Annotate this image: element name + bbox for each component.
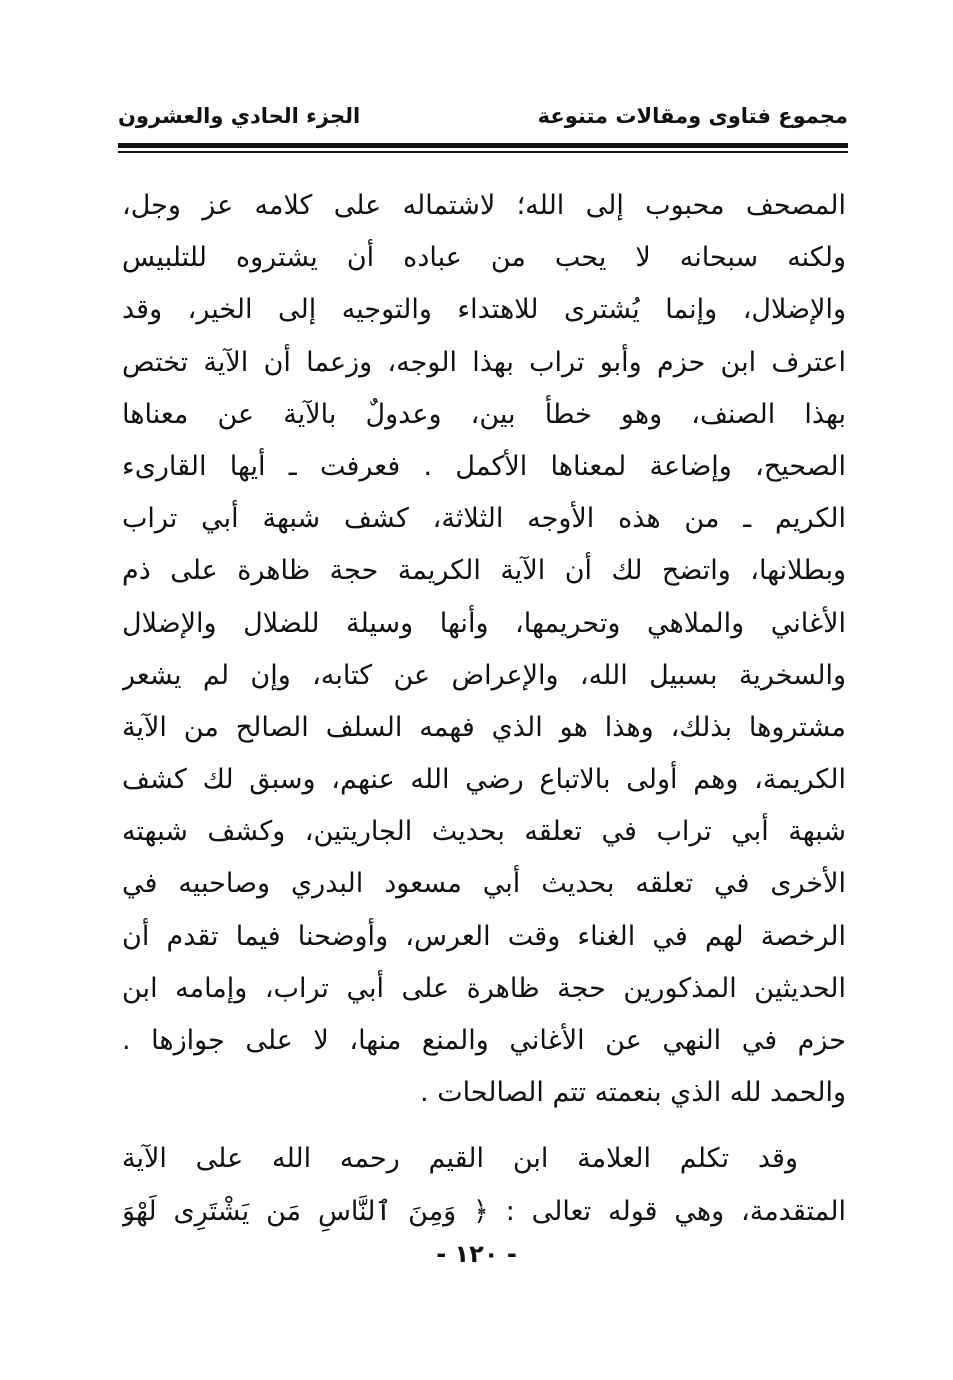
paragraph [122,1133,846,1237]
text-line: وبطلانها، واتضح لك أن الآية الكريمة حجة ظاهرة على ذم [122,555,846,587]
text-line: والسخرية بسبيل الله، والإعراض عن كتابه، وإن لم يشعر [122,659,846,691]
text-line: اعترف ابن حزم وأبو تراب بهذا الوجه، وزعما أن الآية تختص [122,346,846,378]
text-line: الرخصة لهم في الغناء وقت العرس، وأوضحنا فيما تقدم أن [122,920,846,952]
text-line: والحمد لله الذي بنعمته تتم الصالحات . [420,1077,846,1109]
text-line: ولكنه سبحانه لا يحب من عباده أن يشتروه للتلبيس [122,242,846,274]
running-header [118,100,848,140]
text-line: الأخرى في تعلقه بحديث أبي مسعود البدري وصاحبيه في [122,868,846,900]
text-line: المتقدمة، وهي قوله تعالى : ﴿ وَمِنَ ٱلنَّاسِ مَن يَشْتَرِى لَهْوَ [122,1195,846,1227]
header-rule-thick [118,143,848,148]
text-line: مشتروها بذلك، وهذا هو الذي فهمه السلف الصالح من الآية [122,711,846,743]
text-line: حزم في النهي عن الأغاني والمنع منها، لا على جوازها . [122,1025,846,1056]
paragraph-gap [122,1119,846,1133]
text-line: الحديثين المذكورين حجة ظاهرة على أبي تراب، وإمامه ابن [122,972,846,1004]
book-title: مجموع فتاوى ومقالات متنوعة [537,104,848,128]
text-line: شبهة أبي تراب في تعلقه بحديث الجاريتين، وكشف شبهته [122,816,846,848]
page-number: - ١٢٠ - [436,1240,517,1268]
paragraph [122,180,846,1119]
text-line: المصحف محبوب إلى الله؛ لاشتماله على كلامه عز وجل، [122,190,846,221]
text-line: الكريمة، وهم أولى بالاتباع رضي الله عنهم، وسبق لك كشف [122,764,846,796]
header-rule-thin [118,151,848,153]
text-line: الصحيح، وإضاعة لمعناها الأكمل . فعرفت ـ أيها القارىء [122,450,846,482]
text-line: الكريم ـ من هذه الأوجه الثلاثة، كشف شبهة أبي تراب [122,503,846,535]
volume-label: الجزء الحادي والعشرون [118,104,361,128]
text-line: بهذا الصنف، وهو خطأ بين، وعدولٌ بالآية عن معناها [122,398,846,430]
text-line: الأغاني والملاهي وتحريمها، وأنها وسيلة للضلال والإضلال [122,607,846,639]
text-line: والإضلال، وإنما يُشترى للاهتداء والتوجيه إلى الخير، وقد [122,294,846,326]
body-text [122,180,846,1238]
text-line: وقد تكلم العلامة ابن القيم رحمه الله على الآية [122,1143,798,1175]
